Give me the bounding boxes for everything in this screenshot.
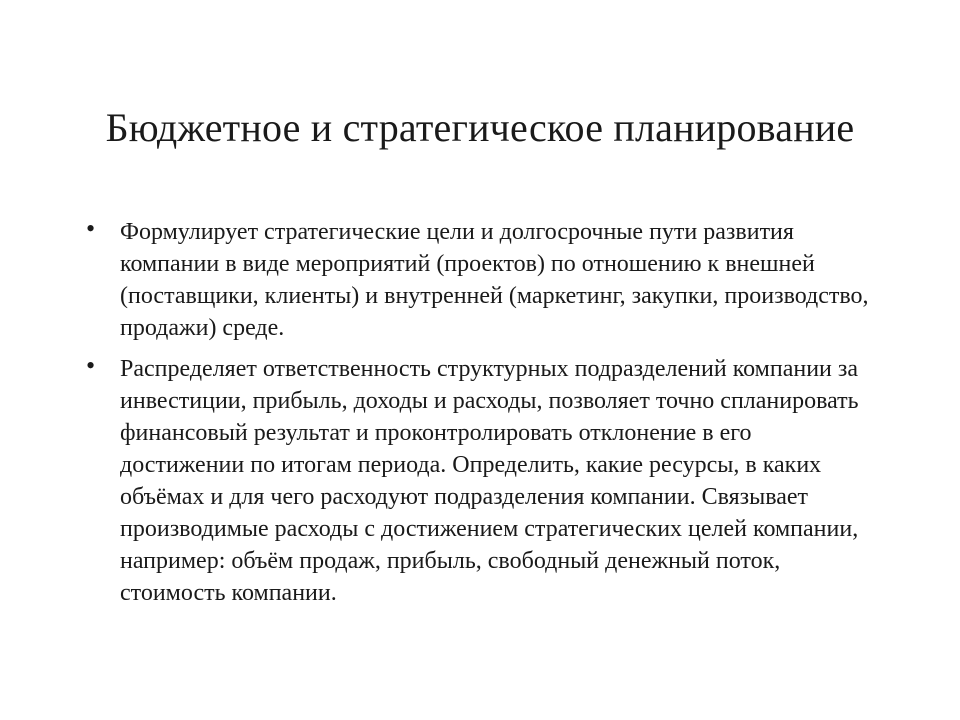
bullet-item xyxy=(86,353,876,609)
bullet-list xyxy=(86,216,876,618)
bullet-text: Формулирует стратегические цели и долгосрочные пути развития компании в виде мероприятий (проектов) по отношению к внешней (поставщики, клиенты) и внутренней (маркетинг, закупки, производство, продажи) среде. xyxy=(120,219,869,341)
bullet-marker: • xyxy=(86,214,96,243)
bullet-text: Распределяет ответственность структурных подразделений компании за инвестиции, прибыль, доходы и расходы, позволяет точно спланировать финансовый результат и проконтролировать отклонение в его достижении по итогам периода. Определить, какие ресурсы, в каких объёмах и для чего расходуют подразделения компании. Связывает производимые расходы с достижением стратегических целей компании, например: объём продаж, прибыль, свободный денежный поток, стоимость компании. xyxy=(120,356,859,606)
bullet-item xyxy=(86,216,876,344)
bullet-marker: • xyxy=(86,351,96,380)
slide-title: Бюджетное и стратегическое планирование xyxy=(105,105,855,150)
